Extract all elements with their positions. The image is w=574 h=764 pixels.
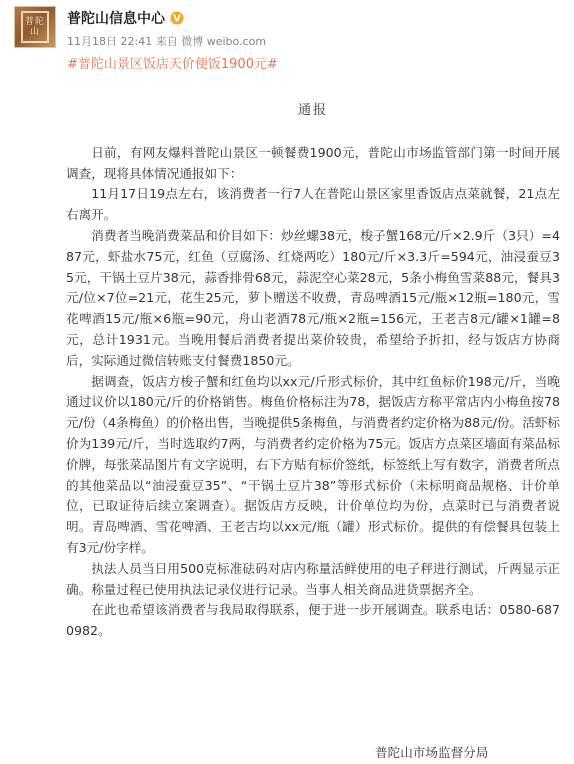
source-prefix: 来自 <box>155 35 178 48</box>
notice-paragraph: 11月17日19点左右，该消费者一行7人在普陀山景区家里香饭店点菜就餐，21点左右离开。 <box>66 186 560 223</box>
verified-badge-icon <box>170 11 184 25</box>
notice-document <box>66 86 560 642</box>
notice-title: 通报 <box>297 103 328 118</box>
avatar-seal-text: 普陀 山 <box>24 17 45 37</box>
username-row <box>67 8 184 28</box>
notice-paragraph: 执法人员当日用500克标准砝码对店内称量活鲜使用的电子秤进行测试，斤两显示正确。称量过程已使用执法记录仪进行记录。当事人相关商品进货票据齐全。 <box>66 560 560 597</box>
notice-signature: 普陀山市场监督分局 <box>375 745 489 760</box>
notice-paragraph: 据调查，饭店方梭子蟹和红鱼均以xx元/斤形式标价，其中红鱼标价198元/斤，当晚通过议价以180元/斤的价格销售。梅鱼价格标注为78，据饭店方称平常店内小梅鱼按78元/份（4条梅鱼）的价格出售，当晚提供5条梅鱼，与消费者约定价格为88元/份。活虾标价为139元/斤，当时选取约7两，与消费者约定价格为75元。饭店方点菜区墙面有菜品标价牌，每张菜品图片有文字说明，右下方贴有标价签纸，标签纸上写有数字，消费者所点的其他菜品以“油浸蚕豆35”、“干锅土豆片38”等形式标价（未标明商品规格、计价单位，已取证待后续立案调查）。据饭店方反映，计价单位均为份，点菜时已与消费者说明。青岛啤酒、雪花啤酒、王老吉均以xx元/瓶（罐）形式标价。提供的有偿餐具包装上有3元/份字样。 <box>66 373 560 555</box>
notice-paragraph: 消费者当晚消费菜品和价目如下：炒丝螺38元，梭子蟹168元/斤×2.9斤（3只）=487元，虾盐水75元，红鱼（豆腐汤、红烧两吃）180元/斤×3.3斤=594元，油浸蚕豆35元，干锅土豆片38元，蒜香排骨68元，蒜泥空心菜28元，5条小梅鱼雪菜88元，餐具3元/位×7位=21元，花生25元，萝卜赠送不收费，青岛啤酒15元/瓶×12瓶=180元，雪花啤酒15元/瓶×6瓶=90元，舟山老酒78元/瓶×2瓶=156元，王老吉8元/罐×1罐=8元，总计1931元。当晚用餐后消费者提出菜价较贵，希望给予折扣，经与饭店方协商后，实际通过微信转账支付餐费1850元。 <box>66 227 560 368</box>
post-timestamp-link[interactable]: 11月18日 22:41 <box>67 35 153 48</box>
avatar-seal-image <box>21 11 49 43</box>
post-source-link[interactable]: 微博 weibo.com <box>181 35 267 48</box>
username-link[interactable]: 普陀山信息中心 <box>67 11 165 27</box>
notice-paragraph: 在此也希望该消费者与我局取得联系，便于进一步开展调查。联系电话：0580-6870982。 <box>66 602 560 639</box>
weibo-post-header <box>0 0 574 80</box>
notice-paragraph: 日前，有网友爆料普陀山景区一顿餐费1900元，普陀山市场监管部门第一时间开展调查，现将具体情况通报如下： <box>66 144 560 181</box>
svg-text:V: V <box>173 13 181 25</box>
avatar[interactable] <box>14 6 56 48</box>
hashtag-link[interactable]: #普陀山景区饭店天价便饭1900元# <box>67 57 278 72</box>
post-meta <box>67 33 266 49</box>
